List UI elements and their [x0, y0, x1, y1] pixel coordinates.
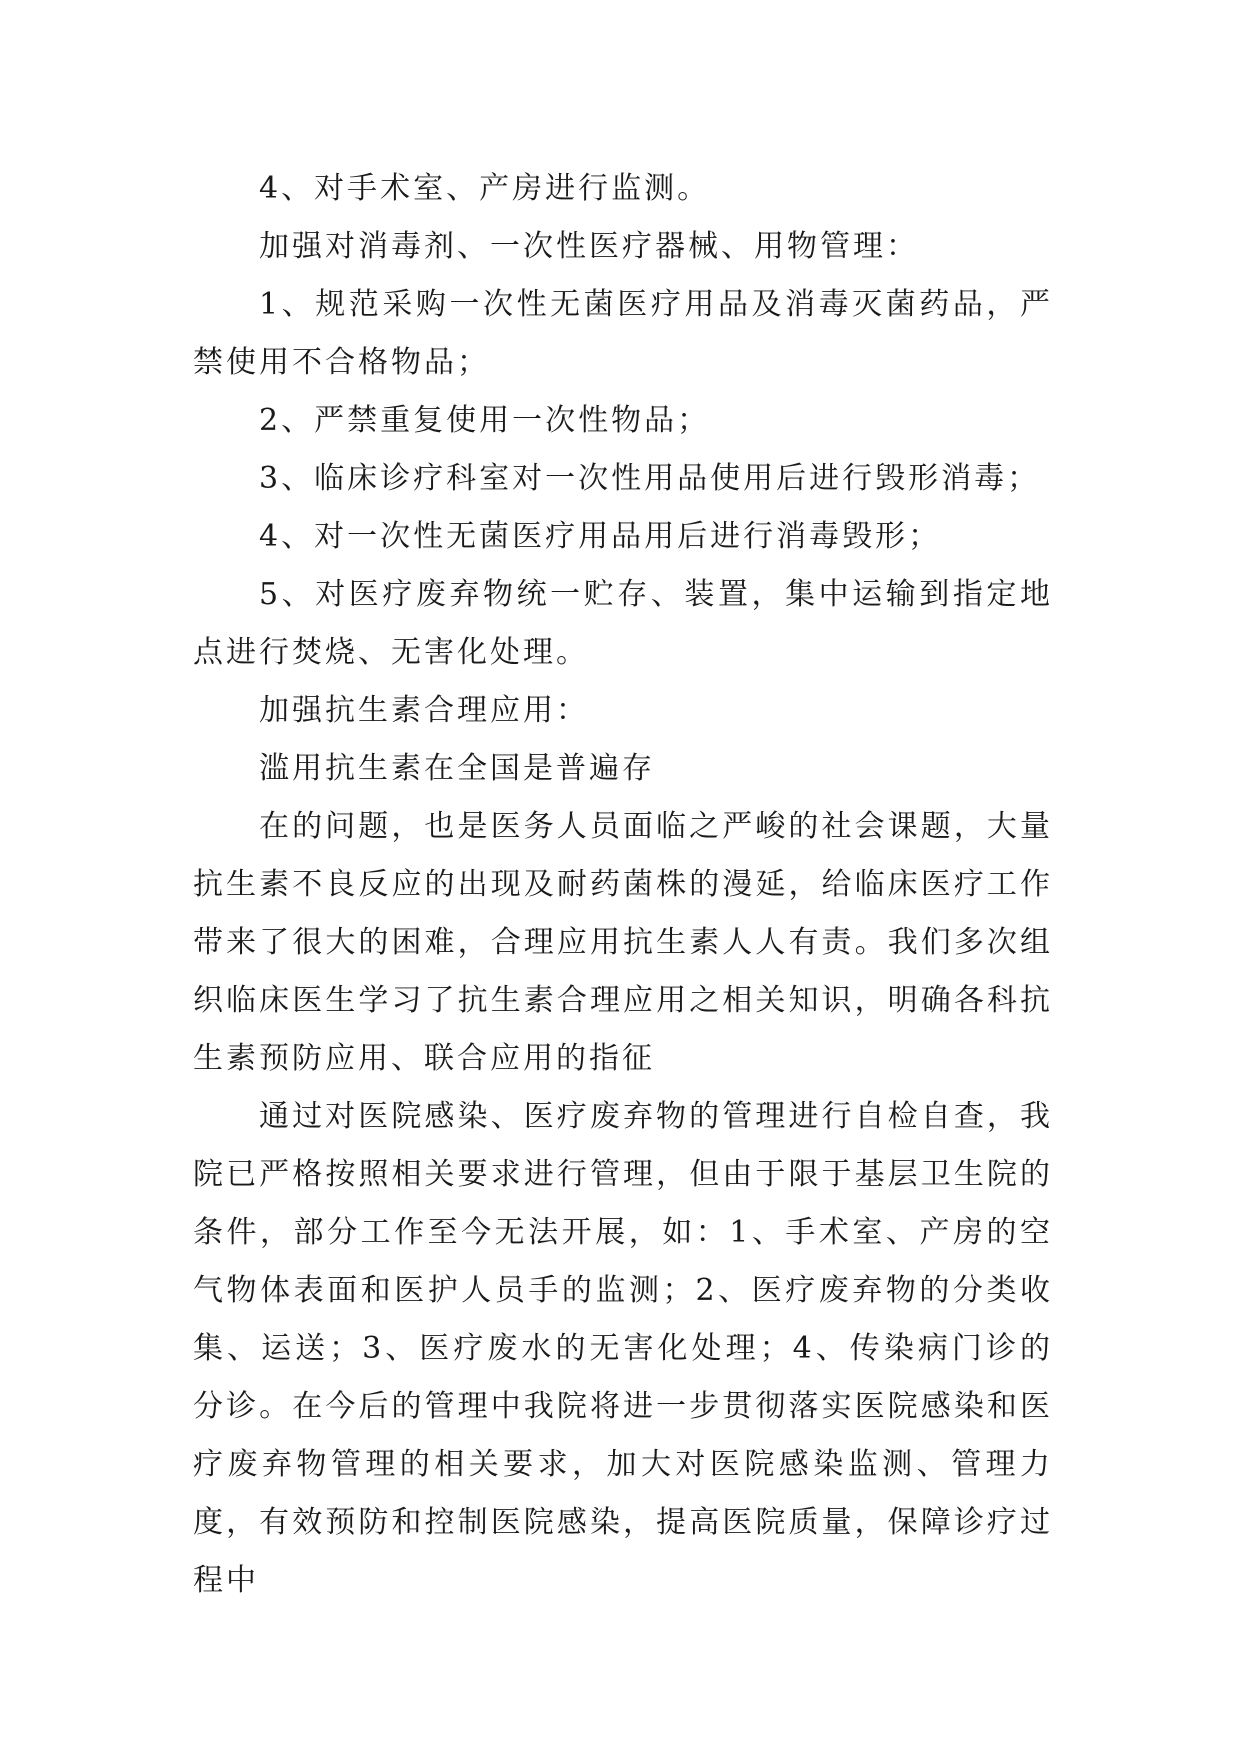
paragraph-item-4: 4、对一次性无菌医疗用品用后进行消毒毁形； [259, 519, 942, 554]
paragraph-antibiotic-body: 在的问题，也是医务人员面临之严峻的社会课题，大量抗生素不良反应的出现及耐药菌株的漫延，给临床医疗工作带来了很大的困难，合理应用抗生素人人有责。我们多次组织临床医生学习了抗生素合理应用之相关知识，明确各科抗生素预防应用、联合应用的指征 [193, 809, 1053, 1076]
paragraph-self-inspection: 通过对医院感染、医疗废弃物的管理进行自检自查，我院已严格按照相关要求进行管理，但由于限于基层卫生院的条件，部分工作至今无法开展，如：1、手术室、产房的空气物体表面和医护人员手的监测；2、医疗废弃物的分类收集、运送；3、医疗废水的无害化处理；4、传染病门诊的分诊。在今后的管理中我院将进一步贯彻落实医院感染和医疗废弃物管理的相关要求，加大对医院感染监测、管理力度，有效预防和控制医院感染，提高医院质量，保障诊疗过程中 [193, 1099, 1053, 1598]
paragraph-item-1: 1、规范采购一次性无菌医疗用品及消毒灭菌药品，严禁使用不合格物品； [193, 287, 1053, 380]
paragraph-surgery-monitoring: 4、对手术室、产房进行监测。 [259, 171, 711, 206]
document-body [193, 160, 1053, 1610]
paragraph-disinfectant-heading: 加强对消毒剂、一次性医疗器械、用物管理： [259, 229, 919, 264]
paragraph-antibiotic-intro: 滥用抗生素在全国是普遍存 [259, 751, 655, 786]
paragraph-item-5: 5、对医疗废弃物统一贮存、装置，集中运输到指定地点进行焚烧、无害化处理。 [193, 577, 1053, 670]
paragraph-item-2: 2、严禁重复使用一次性物品； [259, 403, 711, 438]
paragraph-antibiotic-heading: 加强抗生素合理应用： [259, 693, 589, 728]
paragraph-item-3: 3、临床诊疗科室对一次性用品使用后进行毁形消毒； [259, 461, 1041, 496]
